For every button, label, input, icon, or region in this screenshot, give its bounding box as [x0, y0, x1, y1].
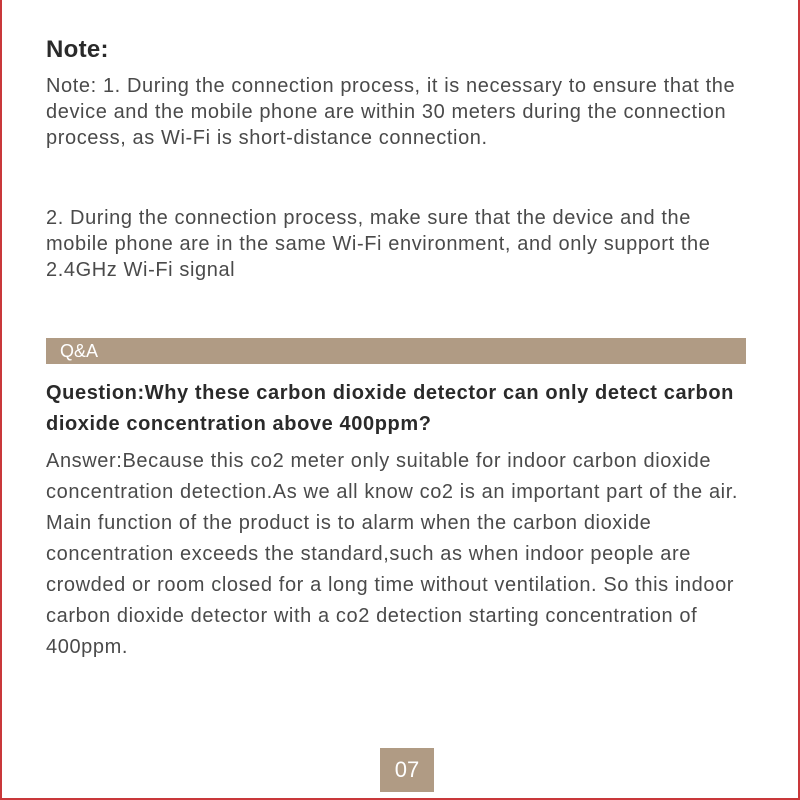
qa-answer: Answer:Because this co2 meter only suitable for indoor carbon dioxide concentration detection.As we all know co2 is an important part of the air. Main function of the product is to alarm when the carbon dioxide concentration exceeds the standard,such as when indoor people are crowded or room closed for a long time without ventilation. So this indoor carbon dioxide detector with a co2 detection starting concentration of 400ppm. — [46, 450, 739, 658]
note-paragraph-1: Note: 1. During the connection process, it is necessary to ensure that the device and the mobile phone are within 30 meters during the connection process, as Wi-Fi is short-distance connection. — [46, 75, 736, 149]
page-number-badge — [380, 748, 434, 792]
note-paragraph-2: 2. During the connection process, make sure that the device and the mobile phone are in the same Wi-Fi environment, and only support the 2.4GHz Wi-Fi signal — [46, 207, 711, 281]
page-number: 07 — [394, 757, 420, 782]
note-heading: Note: — [46, 36, 109, 63]
qa-question: Question:Why these carbon dioxide detector can only detect carbon dioxide concentration above 400ppm? — [46, 382, 735, 435]
qa-section-label: Q&A — [60, 341, 99, 361]
qa-section-bar — [46, 338, 746, 364]
